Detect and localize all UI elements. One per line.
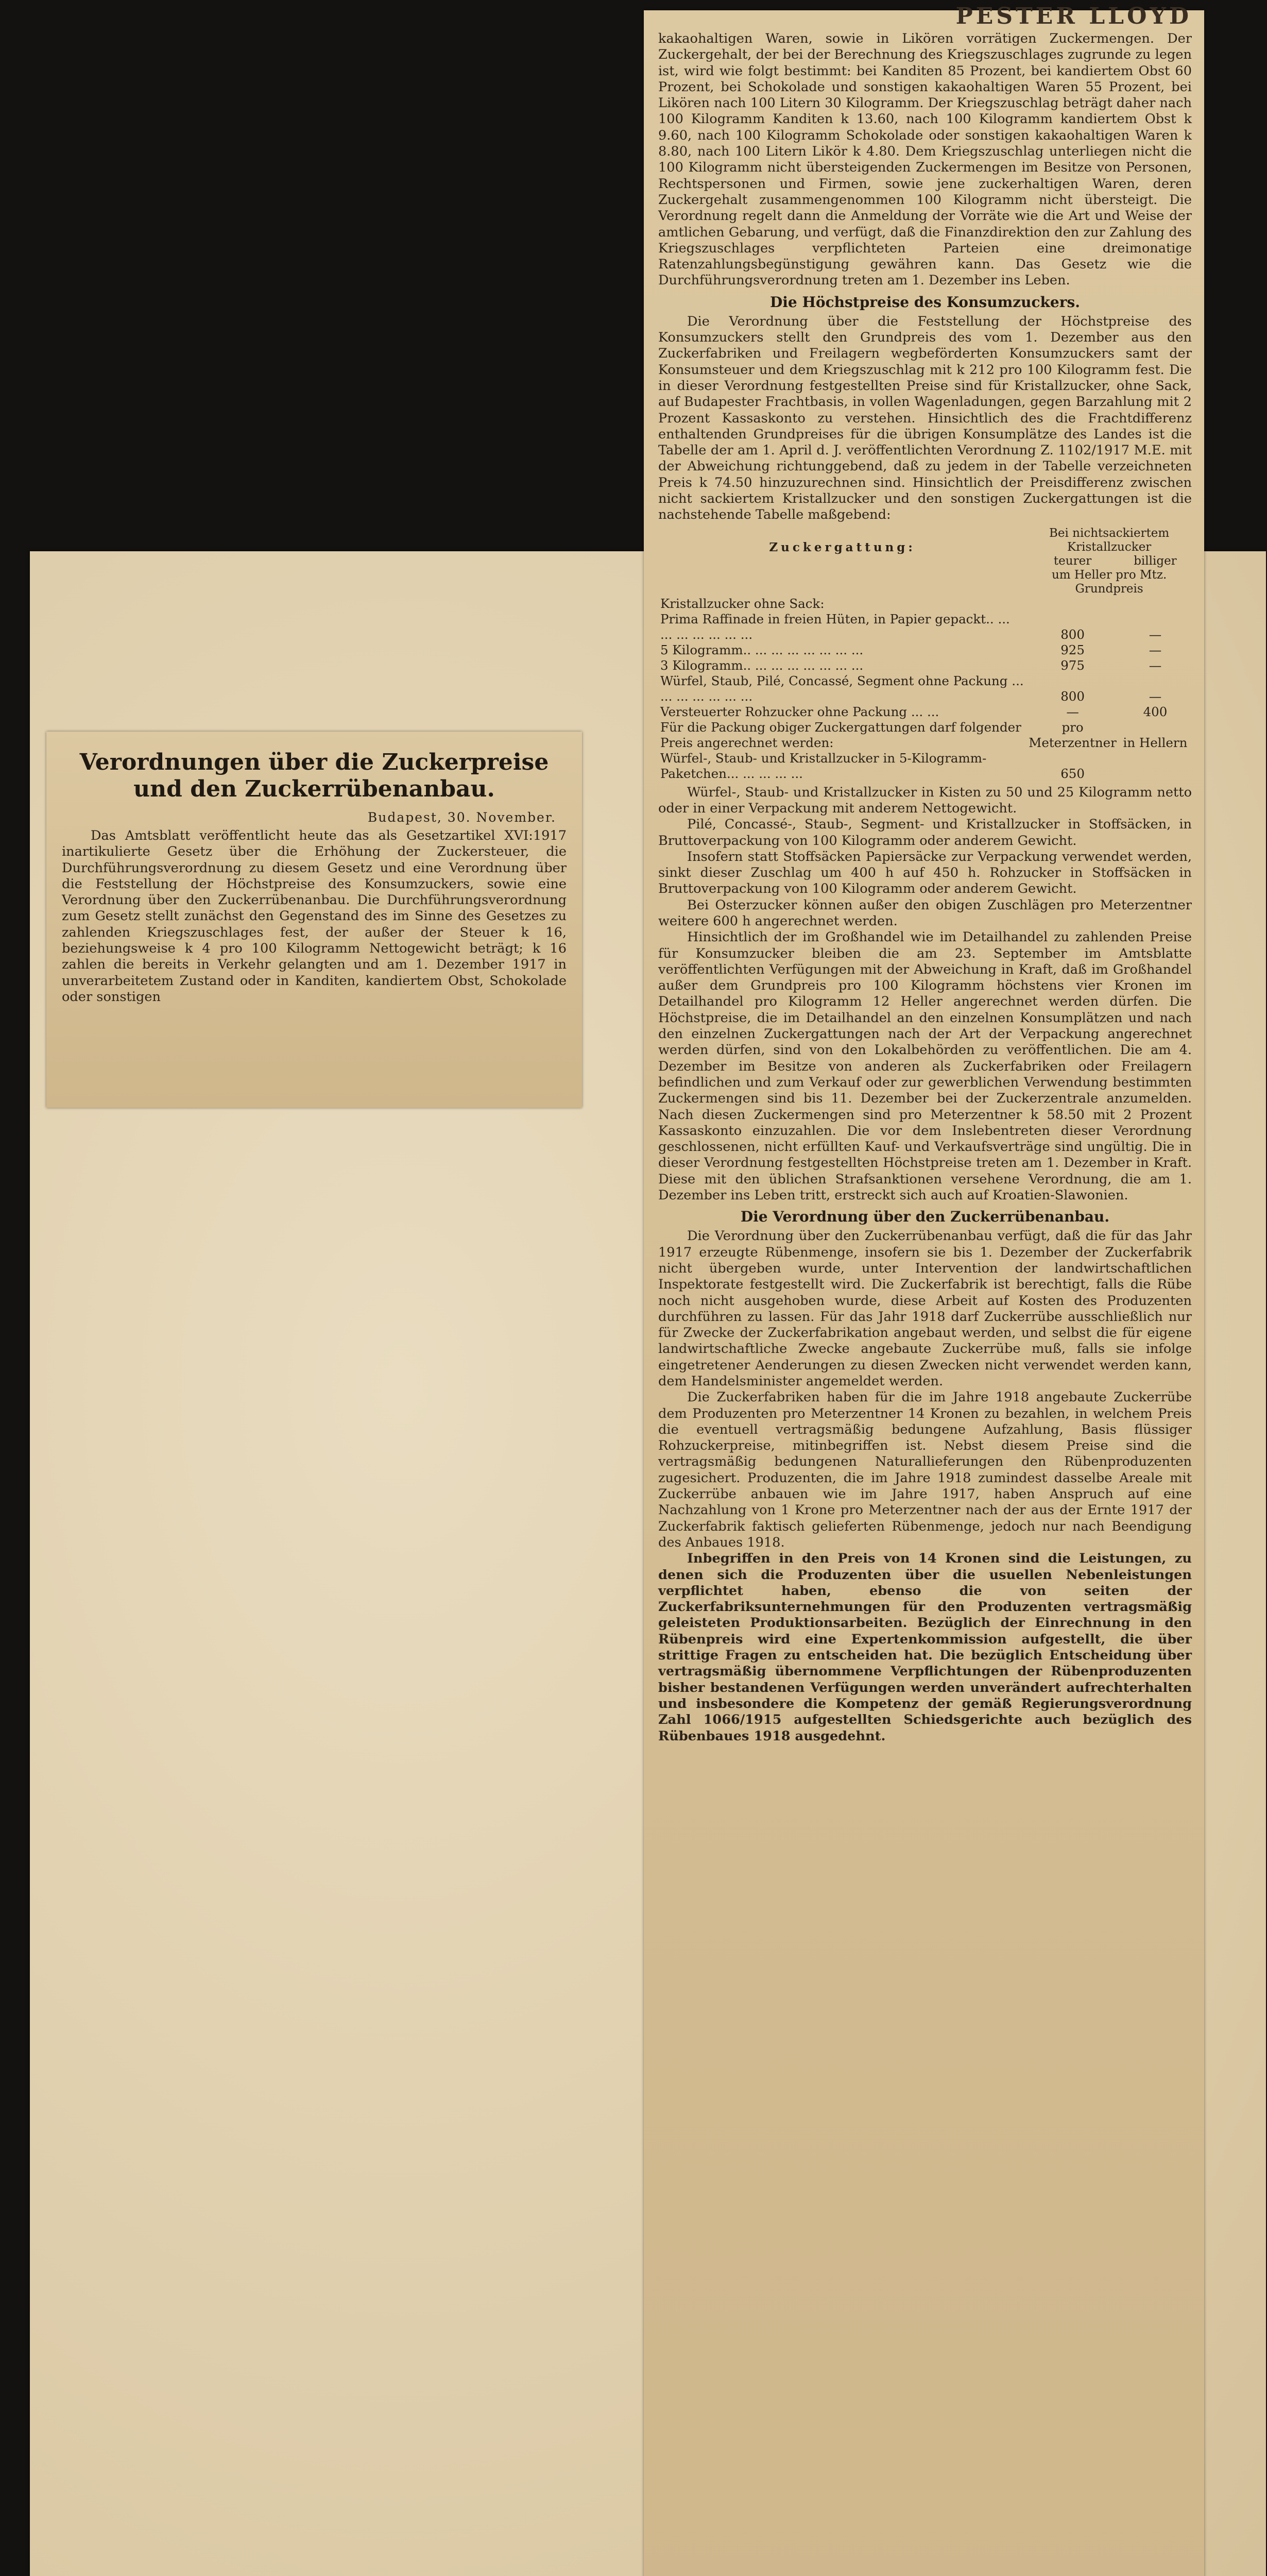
table-row: Würfel-, Staub- und Kristallzucker in 5-Kilogramm-Paketchen... ... ... ... ... 650 [660,750,1085,781]
table-row: Kristallzucker ohne Sack: [660,596,825,611]
section-title-zuckerruebenanbau: Die Verordnung über den Zuckerrübenanbau. [740,1208,1110,1226]
section2-paragraph: Die Verordnung über den Zuckerrübenanbau verfügt, daß die für das Jahr 1917 erzeugte Rübenmenge, insofern sie bis 1. Dezember der Zuckerfabrik nicht übergeben wurde, unter Intervention der landwirtschaftlichen Inspektorate festgestellt wird. Die Zuckerfabrik ist berechtigt, falls die Rübe noch nicht ausgehoben wurde, diese Arbeit auf Kosten des Produzenten durchführen zu lassen. Für das Jahr 1918 darf Zuckerrübe ausschließlich nur für Zwecke der Zuckerfabrikation angebaut werden, und selbst die für eigene landwirtschaftliche Zwecke angebaute Zuckerrübe muß, falls sie infolge eingetretener Aenderungen zu diesen Zwecken nicht verwendet werden kann, dem Handelsminister angemeldet werden. [658,1228,1192,1389]
table-header-note: Bei nichtsackiertem Kristallzucker [1049,526,1170,554]
clipping-headline: Verordnungen über die Zuckerpreise und den Zuckerrübenanbau. [79,749,549,802]
after-table-paragraph: Pilé, Concassé-, Staub-, Segment- und Kristallzucker in Stoffsäcken, in Bruttoverpackung von 100 Kilogramm oder anderem Gewicht. [658,817,1192,849]
right-newspaper-clipping [644,3,1204,2576]
after-table-paragraph: Bei Osterzucker können außer den obigen Zuschlägen pro Meterzentner weitere 600 h angerechnet werden. [658,897,1192,929]
table-header-title: Zuckergattung: [769,540,916,554]
section2-paragraph: Die Zuckerfabriken haben für die im Jahre 1918 angebaute Zuckerrübe dem Produzenten pro Meterzentner 14 Kronen zu bezahlen, in welchem Preis die eventuell vertragsmäßig bedungene Aufzahlung, Basis flüssiger Rohzuckerpreise, mitinbegriffen ist. Nebst diesem Preise sind die vertragsmäßig bedungenen Naturallieferungen den Rübenproduzenten zugesichert. Produzenten, die im Jahre 1918 zumindest dasselbe Areale mit Zuckerrübe anbauen wie im Jahre 1917, haben Anspruch auf eine Nachzahlung von 1 Krone pro Meterzentner nach der aus der Ernte 1917 der Zuckerfabrik faktisch gelieferten Rübenmenge, jedoch nur nach Beendigung des Anbaues 1918. [658,1389,1192,1550]
table-header-unit: um Heller pro Mtz. Grundpreis [1051,568,1167,596]
left-paragraph: Das Amtsblatt veröffentlicht heute das als Gesetzartikel XVI:1917 inartikulierte Gesetz über die Erhöhung der Zuckersteuer, die Durchführungsverordnung zu diesem Gesetz und eine Verordnung über die Feststellung der Höchstpreise des Konsumzuckers, sowie eine Verordnung über den Zuckerrübenanbau. Die Durchführungsverordnung zum Gesetz stellt zunächst den Gegenstand des im Sinne des Gesetzes zu zahlenden Kriegszuschlages fest, der außer der Steuer k 16, beziehungsweise k 4 pro 100 Kilogramm Nettogewicht beträgt; k 16 zahlen die bereits in Verkehr gelangten und am 1. Dezember 1917 in unverarbeitetem Zustand oder in Kanditen, kandiertem Obst, Schokolade oder sonstigen [62,828,567,1005]
table-row: Prima Raffinade in freien Hüten, in Papier gepackt.. ... ... ... ... ... ... ... 800 — [660,611,1162,642]
table-row: 5 Kilogramm.. ... ... ... ... ... ... ... 925 — [660,642,1162,657]
table-row: 3 Kilogramm.. ... ... ... ... ... ... ... 975 — [660,657,1162,673]
after-table-paragraph: Hinsichtlich der im Großhandel wie im Detailhandel zu zahlenden Preise für Konsumzucker bleiben die am 23. September im Amtsblatte veröffentlichten Verfügungen mit der Abweichung in Kraft, daß im Großhandel außer dem Grundpreis pro 100 Kilogramm höchstens vier Kronen im Detailhandel pro Kilogramm 12 Heller angerechnet werden dürfen. Die Höchstpreise, die im Detailhandel an den einzelnen Konsumplätzen und nach den einzelnen Zuckergattungen nach der Art der Verpackung angerechnet werden dürfen, sind von den Lokalbehörden zu veröffentlichen. Die am 4. Dezember im Besitze von anderen als Zuckerfabriken oder Freilagern befindlichen und zum Verkauf oder zur gewerblichen Verwendung bestimmten Zuckermengen sind bis 11. Dezember bei der Zuckerzentrale anzumelden. Nach diesen Zuckermengen sind pro Meterzentner k 58.50 mit 2 Prozent Kassaskonto einzuzahlen. Die vor dem Inslebentreten dieser Verordnung geschlossenen, nicht erfüllten Kauf- und Verkaufsverträge sind ungültig. Die in dieser Verordnung festgestellten Höchstpreise treten am 1. Dezember in Kraft. Diese mit den üblichen Strafsanktionen versehene Verordnung, die am 1. Dezember ins Leben tritt, erstreckt sich auch auf Kroatien-Slawonien. [658,929,1192,1204]
section-title-hoechstpreise: Die Höchstpreise des Konsumzuckers. [769,293,1080,311]
left-newspaper-clipping [46,732,582,1108]
section2-paragraph: Inbegriffen in den Preis von 14 Kronen sind die Leistungen, zu denen sich die Produzenten über die usuellen Nebenleistungen verpflichtet haben, ebenso die von seiten der Zuckerfabriksunternehmungen für den Produzenten vertragsmäßig geleisteten Produktionsarbeiten. Bezüglich der Einrechnung in den Rübenpreis wird eine Expertenkommission aufgestellt, die über strittige Fragen zu entscheiden hat. Die bezüglich Entscheidung über vertragsmäßig übernommene Verpflichtungen der Rübenproduzenten bisher bestandenen Verfügungen werden unverändert aufrechterhalten und insbesondere die Kompetenz der gemäß Regierungsverordnung Zahl 1066/1915 aufgestellten Schiedsgerichte auch bezüglich des Rübenbaues 1918 ausgedehnt. [658,1551,1192,1744]
intro-paragraph: kakaohaltigen Waren, sowie in Likören vorrätigen Zuckermengen. Der Zuckergehalt, der bei der Berechnung des Kriegszuschlages zugrunde zu legen ist, wird wie folgt bestimmt: bei Kanditen 85 Prozent, bei kandiertem Obst 60 Prozent, bei Schokolade und sonstigen kakaohaltigen Waren 55 Prozent, bei Likören nach 100 Litern 30 Kilogramm. Der Kriegszuschlag beträgt daher nach 100 Kilogramm Kanditen k 13.60, nach 100 Kilogramm kandiertem Obst k 9.60, nach 100 Kilogramm Schokolade oder sonstigen kakaohaltigen Waren k 8.80, nach 100 Litern Likör k 4.80. Dem Kriegszuschlag unterliegen nicht die 100 Kilogramm nicht übersteigenden Zuckermengen im Besitze von Personen, Rechtspersonen und Firmen, sowie jene zuckerhaltigen Waren, deren Zuckergehalt zusammengenommen 100 Kilogramm nicht übersteigt. Die Verordnung regelt dann die Anmeldung der Vorräte wie die Art und Weise der amtlichen Gebarung, und verfügt, daß die Finanzdirektion den zur Zahlung des Kriegszuschlages verpflichteten Parteien eine dreimonatige Ratenzahlungsbegünstigung gewähren kann. Das Gesetz wie die Durchführungsverordnung treten am 1. Dezember ins Leben. [658,31,1192,289]
price-table [658,527,1192,782]
newspaper-masthead: PESTER LLOYD [955,3,1192,29]
table-header-col2: billiger [1134,554,1177,568]
table-row: Für die Packung obiger Zuckergattungen darf folgender Preis angerechnet werden: pro Meterzentner in Hellern [660,719,1188,750]
dateline: Budapest, 30. November. [367,810,556,825]
table-header-col1: teurer [1053,554,1092,568]
table-row: Würfel, Staub, Pilé, Concassé, Segment ohne Packung ... ... ... ... ... ... ... 800 — [660,673,1162,704]
after-table-paragraph: Würfel-, Staub- und Kristallzucker in Kisten zu 50 und 25 Kilogramm netto oder in einer Verpackung mit anderem Nettogewicht. [658,784,1192,816]
section1-paragraph: Die Verordnung über die Feststellung der Höchstpreise des Konsumzuckers stellt den Grundpreis des vom 1. Dezember aus den Zuckerfabriken und Freilagern wegbeförderten Konsumzuckers samt der Konsumsteuer und dem Kriegszuschlag mit k 212 pro 100 Kilogramm fest. Die in dieser Verordnung festgestellten Preise sind für Kristallzucker, ohne Sack, auf Budapester Frachtbasis, in vollen Wagenladungen, gegen Barzahlung mit 2 Prozent Kassaskonto zu verstehen. Hinsichtlich des die Frachtdifferenz enthaltenden Grundpreises für die übrigen Konsumplätze des Landes ist die Tabelle der am 1. April d. J. veröffentlichten Verordnung Z. 1102/1917 M.E. mit der Abweichung richtunggebend, daß zu jedem in der Tabelle verzeichneten Preis k 74.50 hinzuzurechnen sind. Hinsichtlich der Preisdifferenz zwischen nicht sackiertem Kristallzucker und den sonstigen Zuckergattungen ist die nachstehende Tabelle maßgebend: [658,313,1192,523]
table-row: Versteuerter Rohzucker ohne Packung ... ... — 400 [660,704,1168,719]
after-table-paragraph: Insofern statt Stoffsäcken Papiersäcke zur Verpackung verwendet werden, sinkt dieser Zuschlag um 400 h auf 450 h. Rohzucker in Stoffsäcken in Bruttoverpackung von 100 Kilogramm oder anderem Gewicht. [658,849,1192,897]
